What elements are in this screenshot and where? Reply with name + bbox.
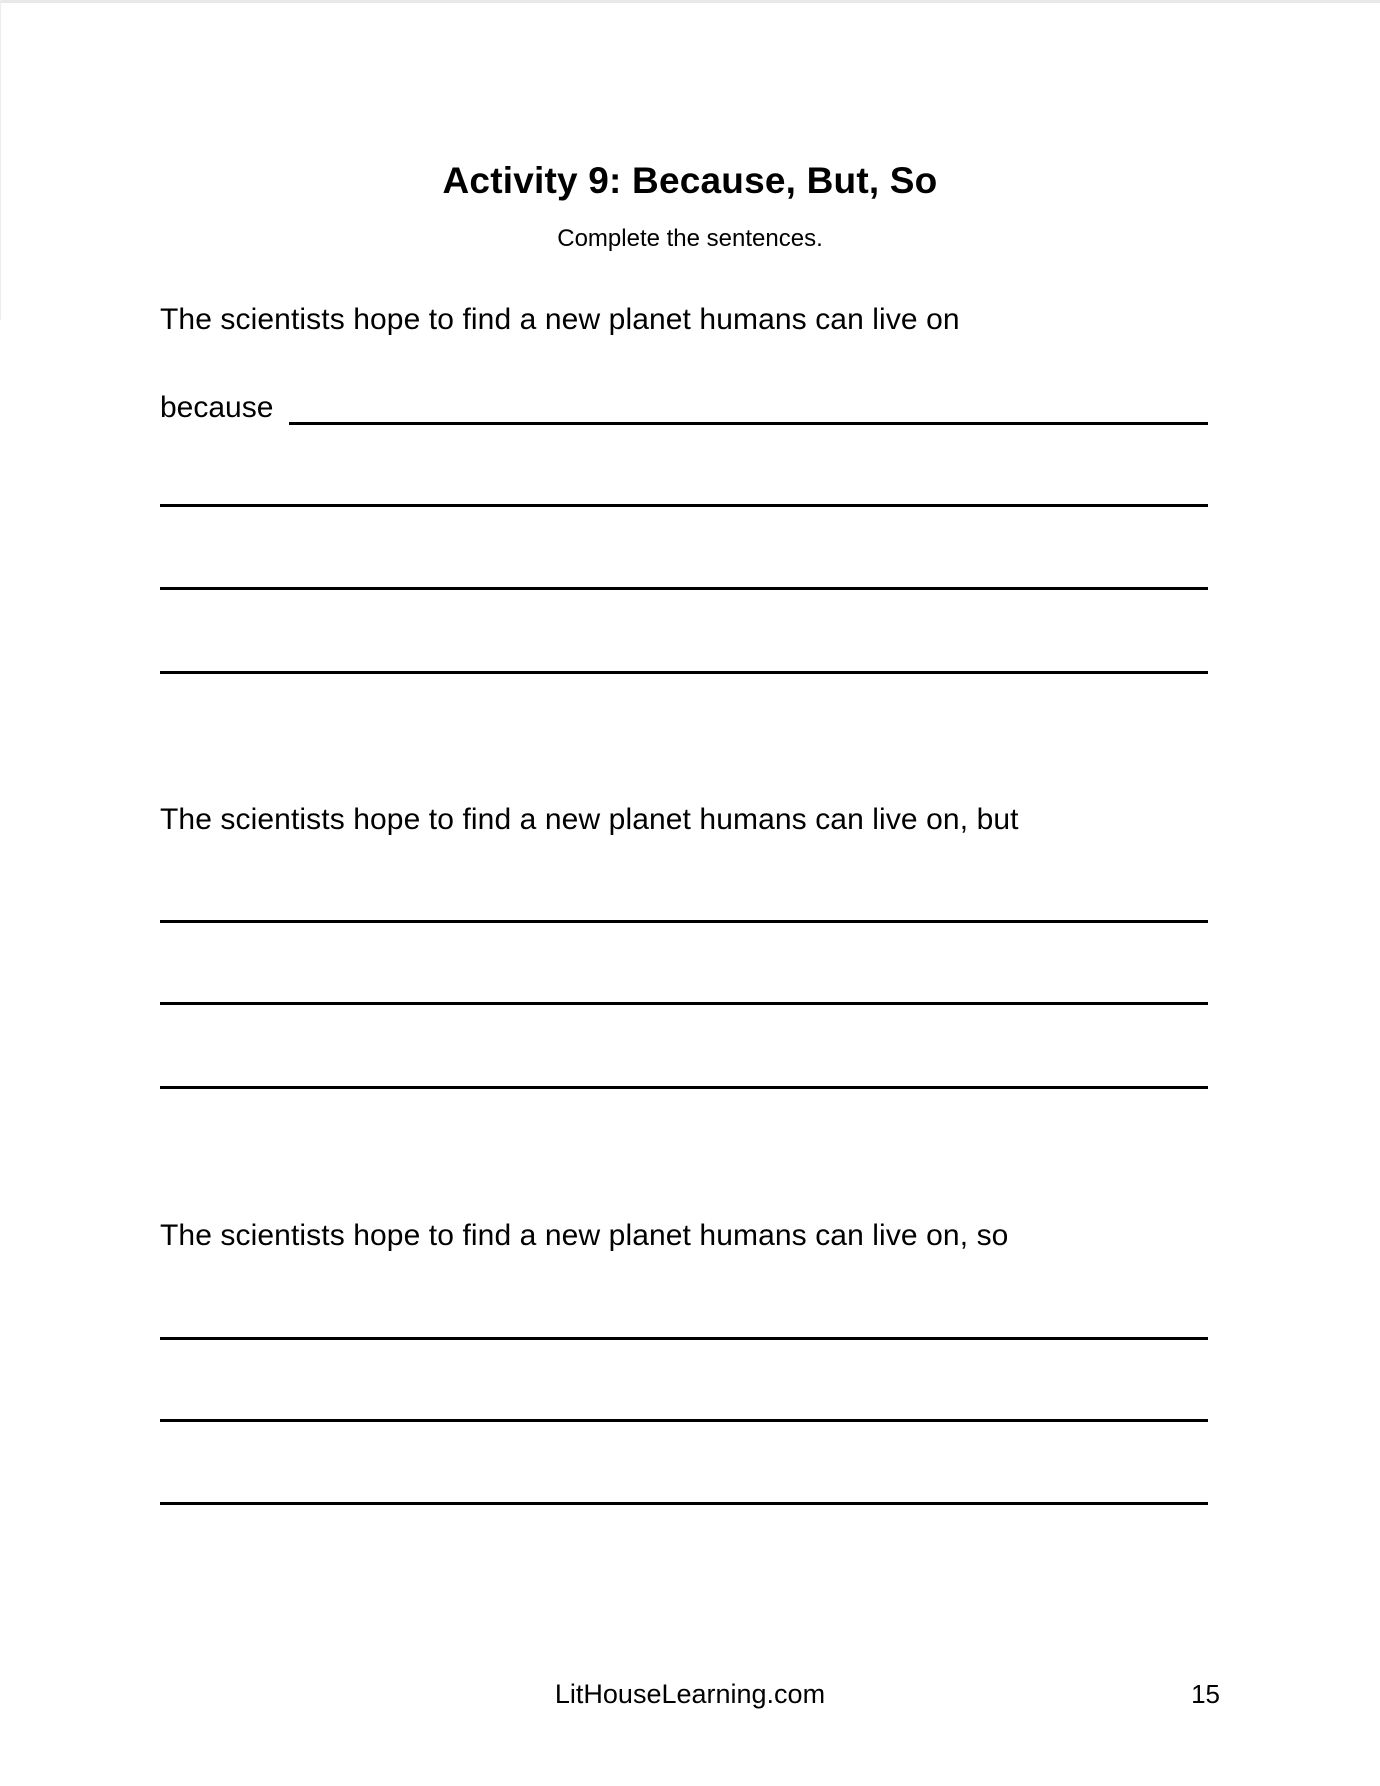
connector-word-because: because: [160, 391, 274, 424]
sentence-prompt-but: The scientists hope to find a new planet humans can live on, but: [160, 803, 1019, 836]
answer-line: [289, 388, 1208, 425]
answer-line: [160, 671, 1208, 674]
worksheet-title: Activity 9: Because, But, So: [442, 160, 938, 201]
answer-line: [160, 1502, 1208, 1505]
answer-line: [160, 1086, 1208, 1089]
worksheet-instructions: Complete the sentences.: [557, 225, 823, 252]
answer-line: [160, 587, 1208, 590]
answer-line: [160, 920, 1208, 923]
sentence-prompt-so: The scientists hope to find a new planet humans can live on, so: [160, 1219, 1009, 1252]
answer-line: [160, 1337, 1208, 1340]
footer-page-number: 15: [1191, 1679, 1220, 1709]
answer-line: [160, 1002, 1208, 1005]
answer-line: [160, 504, 1208, 507]
page-top-edge: [0, 0, 1380, 3]
because-blank-row: [160, 388, 1208, 428]
answer-line: [160, 1419, 1208, 1422]
footer-website: LitHouseLearning.com: [554, 1679, 826, 1709]
sentence-prompt-because: The scientists hope to find a new planet humans can live on: [160, 303, 960, 336]
